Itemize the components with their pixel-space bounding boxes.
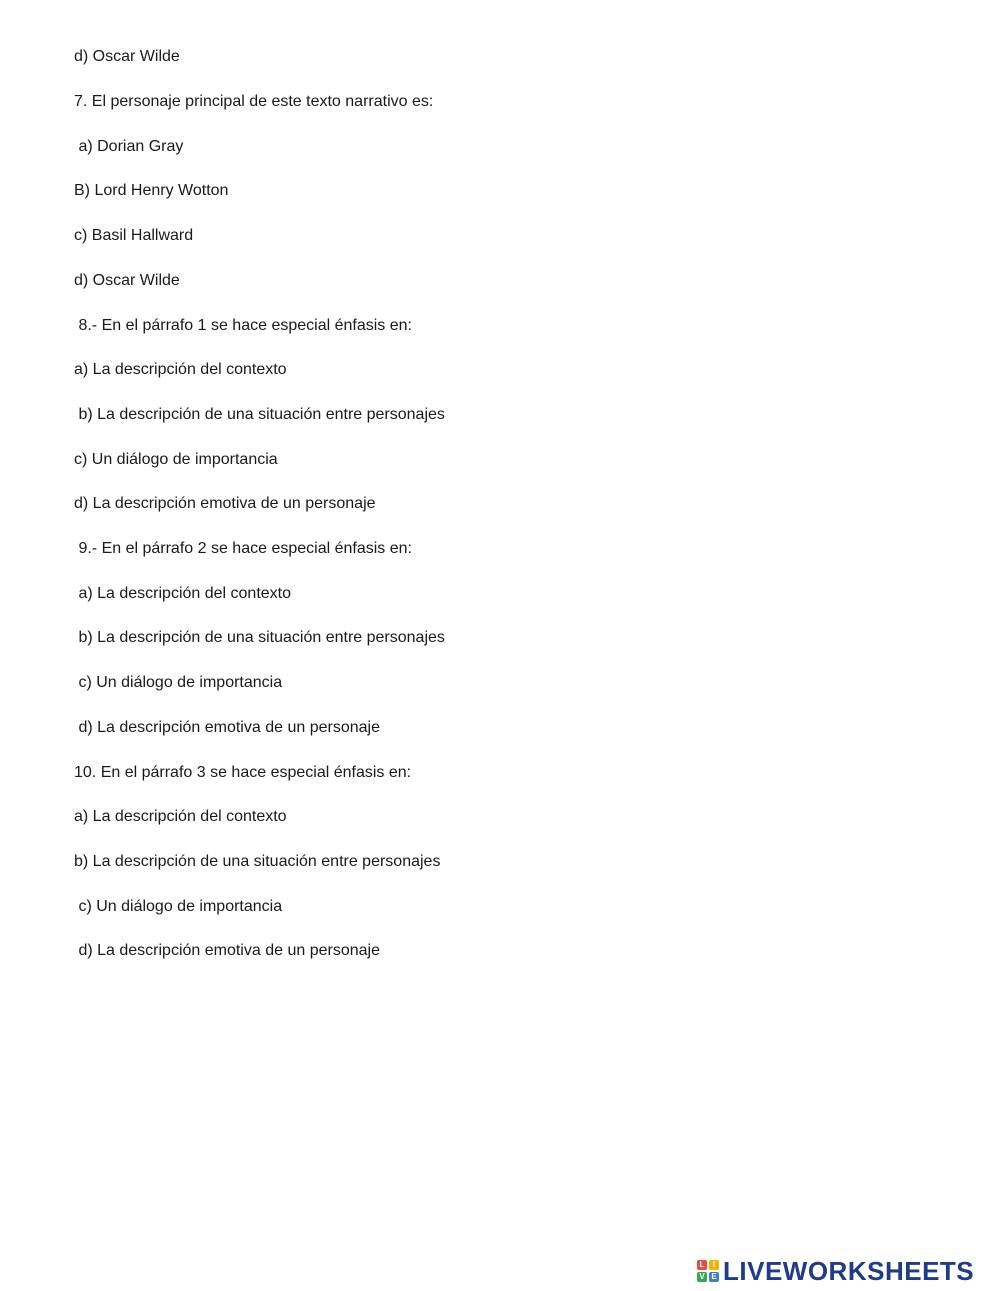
answer-option: a) La descripción del contexto	[74, 361, 287, 378]
logo-mark-letter: E	[709, 1272, 719, 1282]
question-text: 10. En el párrafo 3 se hace especial énfasis en:	[74, 764, 412, 781]
answer-option: a) La descripción del contexto	[74, 808, 287, 825]
answer-option: a) La descripción del contexto	[74, 585, 292, 602]
answer-option: c) Basil Hallward	[74, 227, 194, 244]
answer-option: B) Lord Henry Wotton	[74, 182, 229, 199]
answer-option: d) La descripción emotiva de un personaje	[74, 719, 380, 736]
liveworksheets-logo	[697, 1256, 974, 1286]
answer-option: b) La descripción de una situación entre personajes	[74, 406, 445, 423]
logo-text: LIVEWORKSHEETS	[723, 1256, 975, 1286]
question-text: 8.- En el párrafo 1 se hace especial énfasis en:	[74, 317, 412, 334]
answer-option: c) Un diálogo de importancia	[74, 674, 283, 691]
answer-option: d) La descripción emotiva de un personaje	[74, 495, 376, 512]
logo-mark-letter: I	[709, 1260, 719, 1270]
question-text: 7. El personaje principal de este texto narrativo es:	[74, 93, 434, 110]
answer-option: d) Oscar Wilde	[74, 48, 180, 65]
answer-option: d) La descripción emotiva de un personaje	[74, 942, 380, 959]
logo-mark-letter: L	[697, 1260, 707, 1270]
answer-option: d) Oscar Wilde	[74, 272, 180, 289]
logo-mark-letter: V	[697, 1272, 707, 1282]
question-text: 9.- En el párrafo 2 se hace especial énfasis en:	[74, 540, 412, 557]
answer-option: b) La descripción de una situación entre personajes	[74, 629, 445, 646]
answer-option: a) Dorian Gray	[74, 138, 184, 155]
answer-option: b) La descripción de una situación entre personajes	[74, 853, 441, 870]
liveworksheets-logo-mark-icon	[697, 1260, 719, 1282]
answer-option: c) Un diálogo de importancia	[74, 451, 278, 468]
answer-option: c) Un diálogo de importancia	[74, 898, 283, 915]
